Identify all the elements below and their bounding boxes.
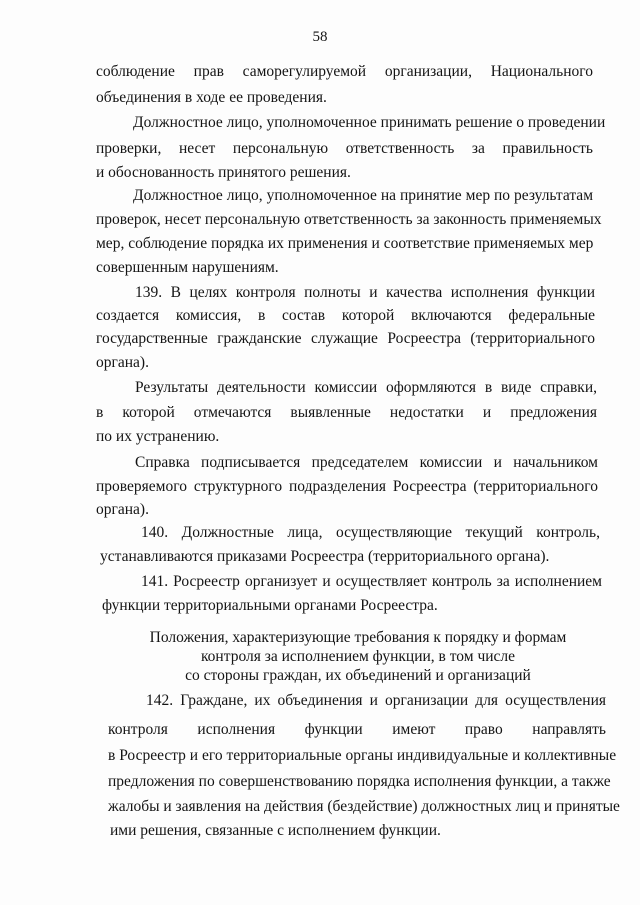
paragraph-line: 141. Росреестр организует и осуществляет контроль за исполнением [141, 573, 602, 590]
paragraph-line: ими решения, связанные с исполнением функции. [110, 822, 441, 839]
page-number: 58 [312, 29, 328, 45]
paragraph-line: проверок, несет персональную ответственность за законность применяемых [96, 211, 602, 228]
paragraph-line: устанавливаются приказами Росреестра (территориального органа). [100, 548, 550, 565]
paragraph-line: соблюдение прав саморегулируемой организации, Национального [96, 63, 593, 80]
section-heading-line: со стороны граждан, их объединений и организаций [185, 667, 531, 684]
paragraph-line: по их устранению. [96, 428, 220, 445]
paragraph-line: совершенным нарушениям. [96, 259, 279, 276]
paragraph-line: проверяемого структурного подразделения Росреестра (территориального [96, 478, 598, 495]
paragraph-line: 140. Должностные лица, осуществляющие текущий контроль, [141, 524, 600, 541]
paragraph-line: и обоснованность принятого решения. [96, 164, 351, 181]
paragraph-line: 142. Граждане, их объединения и организации для осуществления [146, 692, 606, 709]
paragraph-line: объединения в ходе ее проведения. [96, 89, 327, 106]
paragraph-line: предложения по совершенствованию порядка исполнения функции, а также [108, 773, 611, 790]
paragraph-line: мер, соблюдение порядка их применения и соответствие применяемых мер [96, 235, 594, 252]
paragraph-line: Должностное лицо, уполномоченное принимать решение о проведении [133, 114, 606, 131]
paragraph-line: Должностное лицо, уполномоченное на принятие мер по результатам [133, 187, 593, 204]
paragraph-line: органа). [96, 354, 149, 371]
paragraph-line: государственные гражданские служащие Росреестра (территориального [96, 330, 595, 347]
paragraph-line: Результаты деятельности комиссии оформляются в виде справки, [135, 379, 597, 396]
paragraph-line: 139. В целях контроля полноты и качества исполнения функции [135, 284, 595, 301]
paragraph-line: контроля исполнения функции имеют право направлять [108, 721, 606, 738]
paragraph-line: в которой отмечаются выявленные недостатки и предложения [96, 404, 597, 421]
paragraph-line: в Росреестр и его территориальные органы индивидуальные и коллективные [108, 747, 617, 764]
paragraph-line: органа). [96, 501, 149, 518]
paragraph-line: жалобы и заявления на действия (бездействие) должностных лиц и принятые [108, 798, 620, 815]
paragraph-line: Справка подписывается председателем комиссии и начальником [135, 454, 598, 471]
section-heading-line: контроля за исполнением функции, в том числе [200, 648, 516, 665]
section-heading-line: Положения, характеризующие требования к порядку и формам [149, 629, 567, 646]
paragraph-line: функции территориальными органами Росреестра. [102, 597, 438, 614]
paragraph-line: проверки, несет персональную ответственность за правильность [96, 140, 593, 157]
paragraph-line: создается комиссия, в состав которой включаются федеральные [96, 307, 595, 324]
